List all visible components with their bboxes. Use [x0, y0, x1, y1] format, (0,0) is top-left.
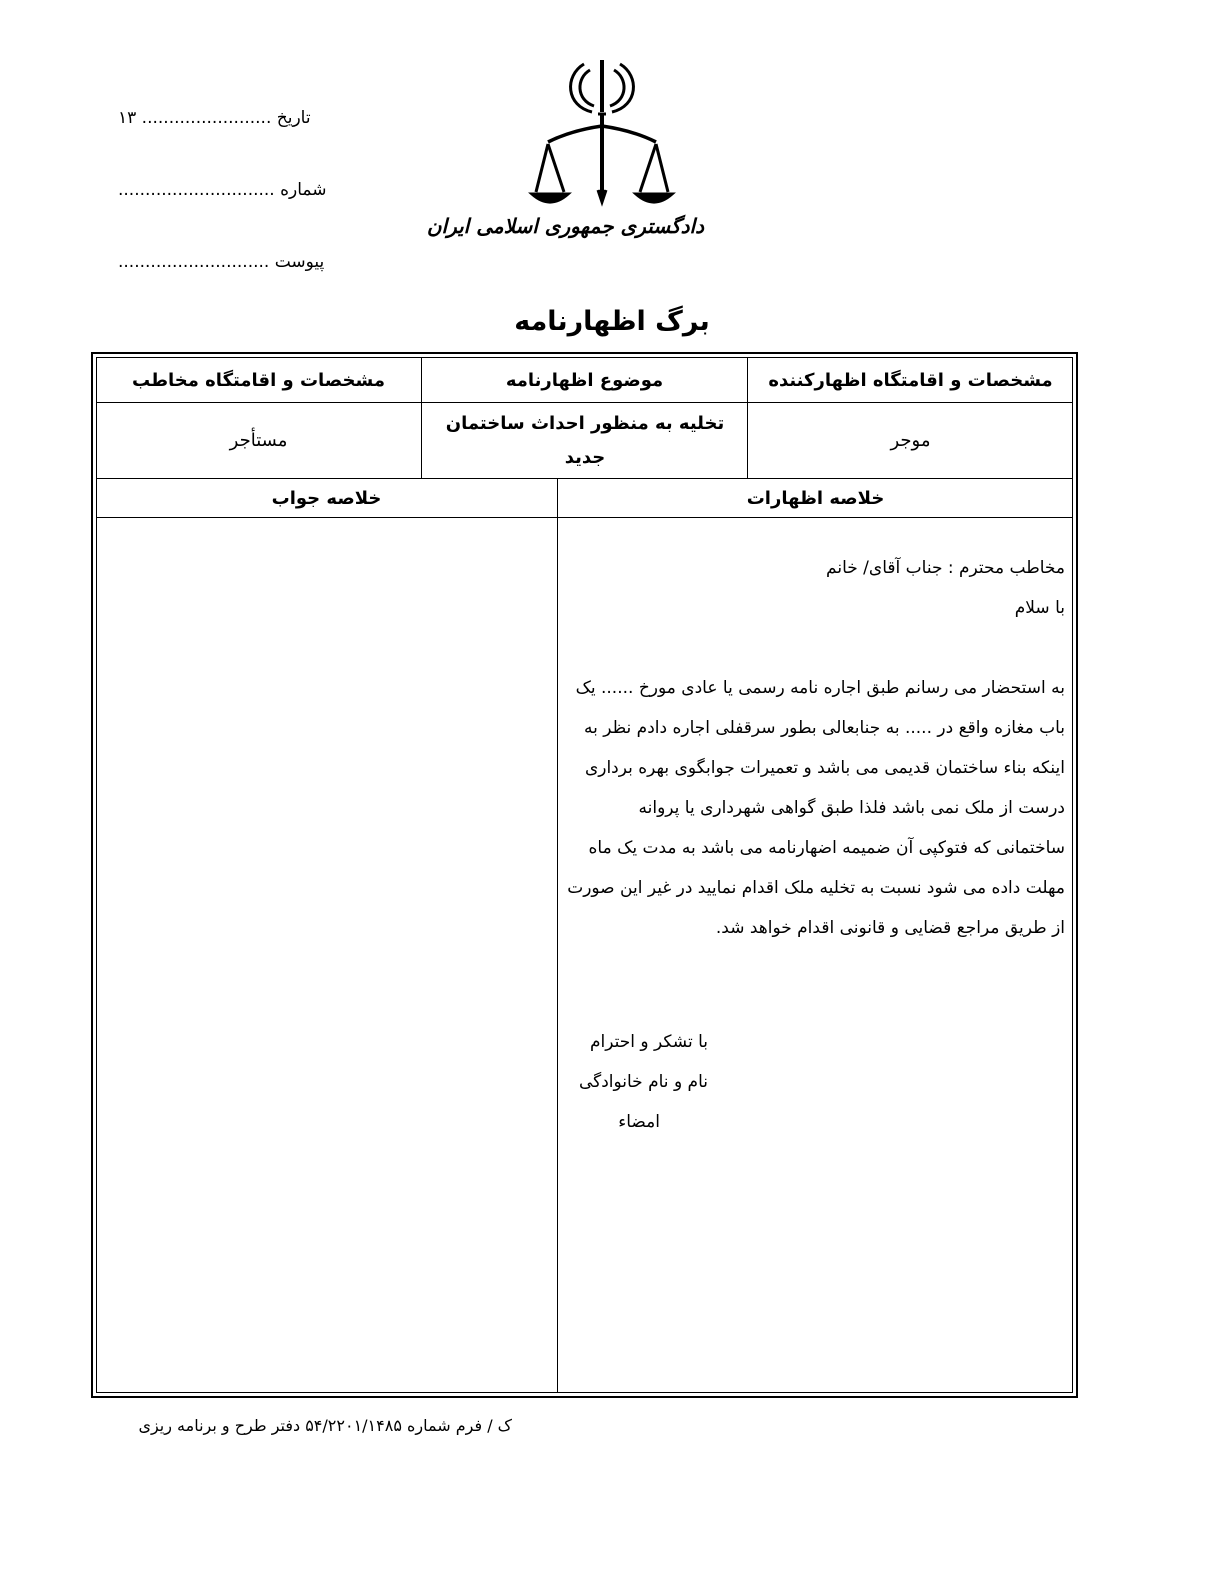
value-declarant: موجر: [890, 430, 931, 451]
closing-line: با تشکر و احترام: [590, 1032, 708, 1052]
form-footer: ک / فرم شماره ۵۴/۲۲۰۱/۱۴۸۵ دفتر طرح و برنامه ریزی: [138, 1416, 512, 1435]
date-field: تاریخ ........................ ۱۳: [118, 108, 311, 128]
header-subject: موضوع اظهارنامه: [505, 369, 664, 391]
statement-body: به استحضار می رسانم طبق اجاره نامه رسمی یا عادی مورخ ...... یک باب مغازه واقع در ..... به جنابعالی بطور سرقفلی اجاره دادم نظر به اینکه بناء ساختمان قدیمی می باشد و تعمیرات جوابگوی بهره برداری درست از ملک نمی باشد فلذا طبق گواهی شهرداری یا پروانه ساختمانی که فتوکپی آن ضمیمه اضهارنامه می باشد به مدت یک ماه مهلت داده می شود نسبت به تخلیه ملک اقدام نمایید در غیر این صورت از طریق مراجع قضایی و قانونی اقدام خواهد شد.: [567, 678, 1065, 938]
salutation: مخاطب محترم : جناب آقای/ خانم: [826, 558, 1065, 578]
page-title: برگ اظهارنامه: [514, 306, 710, 337]
number-field: شماره .............................: [118, 180, 327, 200]
col-divider-3: [557, 478, 558, 1393]
statement-text: [567, 548, 1065, 948]
section-statements: خلاصه اظهارات: [746, 487, 885, 509]
emblem-caption: دادگستری جمهوری اسلامی ایران: [426, 214, 704, 238]
judiciary-emblem: [426, 56, 704, 256]
value-addressee: مستأجر: [229, 430, 288, 451]
scales-of-justice-icon: [528, 56, 676, 212]
closing-block: [568, 1022, 708, 1142]
signature-line: امضاء: [618, 1112, 660, 1132]
section-response: خلاصه جواب: [271, 487, 382, 509]
header-declarant: مشخصات و اقامتگاه اظهارکننده: [768, 369, 1053, 391]
attachment-field: پیوست ............................: [118, 252, 325, 272]
greeting: با سلام: [1014, 598, 1065, 618]
value-subject: تخلیه به منظور احداث ساختمان جدید: [445, 412, 725, 468]
header-addressee: مشخصات و اقامتگاه مخاطب: [132, 369, 385, 391]
row-divider-3: [96, 517, 1073, 518]
name-line: نام و نام خانوادگی: [578, 1072, 708, 1092]
